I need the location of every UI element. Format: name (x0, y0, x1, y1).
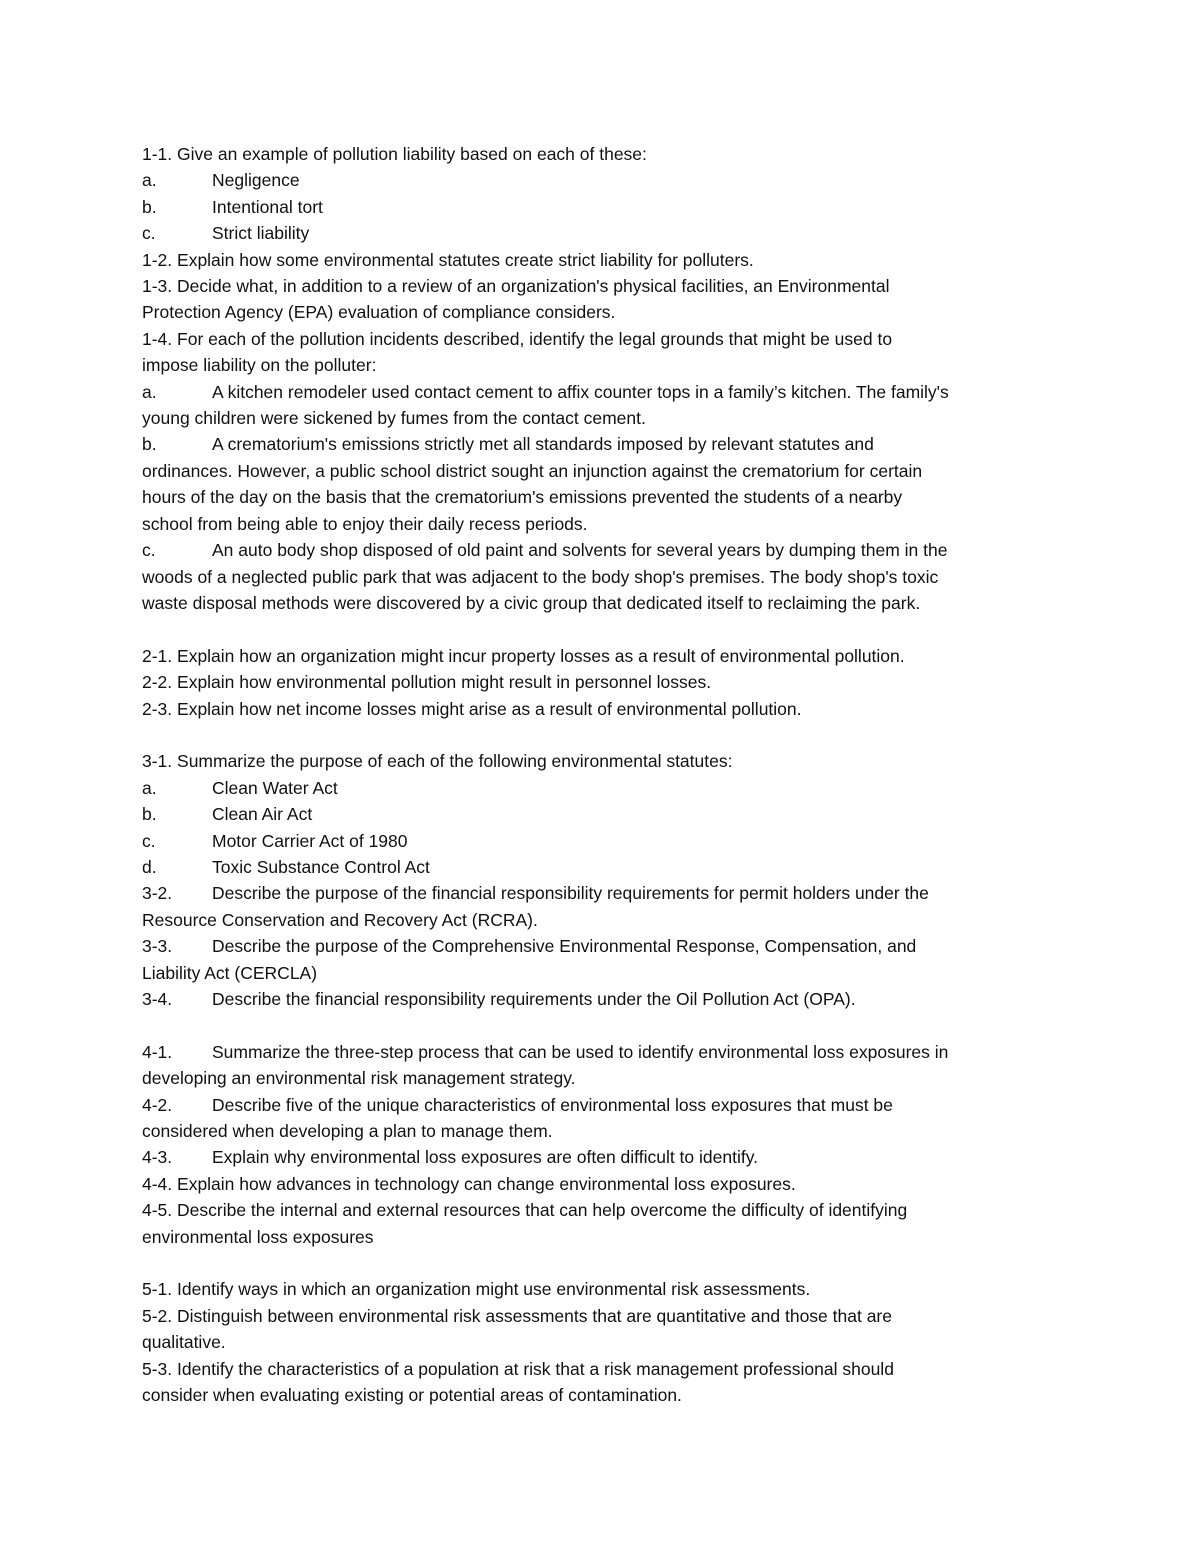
question-4-5-line-2: environmental loss exposures (142, 1226, 374, 1247)
list-item (142, 167, 1062, 193)
list-marker: a. (142, 381, 157, 402)
list-marker: c. (142, 830, 156, 851)
question-5-3-line-2: consider when evaluating existing or potential areas of contamination. (142, 1385, 682, 1406)
list-item (142, 854, 1062, 880)
list-marker: b. (142, 804, 157, 825)
question-5-2-line-2: qualitative. (142, 1332, 226, 1353)
question-4-1-line-1 (142, 1039, 1062, 1065)
question-1-4-line-2: impose liability on the polluter: (142, 355, 377, 376)
question-text: Summarize the three-step process that can be used to identify environmental loss exposures in (212, 1041, 949, 1062)
incident-a-text: A kitchen remodeler used contact cement to affix counter tops in a family’s kitchen. The family's (212, 381, 949, 402)
question-4-4: 4-4. Explain how advances in technology can change environmental loss exposures. (142, 1173, 796, 1194)
question-3-4-line-1 (142, 986, 1062, 1012)
question-number: 4-2. (142, 1094, 173, 1115)
question-4-2-line-1 (142, 1092, 1062, 1118)
list-item (142, 194, 1062, 220)
question-3-2-line-2: Resource Conservation and Recovery Act (RCRA). (142, 909, 538, 930)
list-text: Clean Air Act (212, 804, 313, 825)
question-text: Describe the financial responsibility requirements under the Oil Pollution Act (OPA). (212, 988, 856, 1009)
incident-c-line-3: waste disposal methods were discovered by a civic group that dedicated itself to reclaiming the park. (142, 592, 921, 613)
blank-line (142, 722, 1062, 748)
blank-line (142, 1012, 1062, 1038)
incident-b-line-2: ordinances. However, a public school district sought an injunction against the crematorium for certain (142, 460, 923, 481)
question-5-3-line-1: 5-3. Identify the characteristics of a population at risk that a risk management professional should (142, 1358, 894, 1379)
list-item (142, 775, 1062, 801)
list-marker: c. (142, 540, 156, 561)
question-3-3-line-2: Liability Act (CERCLA) (142, 962, 318, 983)
question-1-1: 1-1. Give an example of pollution liability based on each of these: (142, 144, 647, 164)
incident-a-line-1 (142, 379, 1062, 405)
question-text: Describe the purpose of the financial responsibility requirements for permit holders under the (212, 883, 929, 904)
list-text: Toxic Substance Control Act (212, 856, 430, 877)
list-marker: b. (142, 434, 157, 455)
question-3-1: 3-1. Summarize the purpose of each of the following environmental statutes: (142, 751, 733, 772)
list-marker: a. (142, 170, 157, 191)
list-text: Motor Carrier Act of 1980 (212, 830, 408, 851)
question-1-4-line-1: 1-4. For each of the pollution incidents described, identify the legal grounds that might be used to (142, 328, 893, 349)
question-number: 3-4. (142, 988, 173, 1009)
question-number: 4-3. (142, 1147, 173, 1168)
question-2-1: 2-1. Explain how an organization might incur property losses as a result of environmental pollution. (142, 645, 905, 666)
list-marker: a. (142, 777, 157, 798)
incident-c-text: An auto body shop disposed of old paint and solvents for several years by dumping them in the (212, 540, 948, 561)
question-1-2: 1-2. Explain how some environmental statutes create strict liability for polluters. (142, 249, 754, 270)
list-text: Intentional tort (212, 196, 323, 217)
question-4-1-line-2: developing an environmental risk management strategy. (142, 1068, 576, 1089)
list-text: Clean Water Act (212, 777, 338, 798)
incident-a-line-2: young children were sickened by fumes from the contact cement. (142, 408, 646, 429)
question-4-2-line-2: considered when developing a plan to manage them. (142, 1120, 553, 1141)
incident-b-line-1 (142, 431, 1062, 457)
question-3-3-line-1 (142, 933, 1062, 959)
question-text: Describe the purpose of the Comprehensive Environmental Response, Compensation, and (212, 936, 917, 957)
list-item (142, 220, 1062, 246)
list-marker: d. (142, 856, 157, 877)
question-1-3-line-1: 1-3. Decide what, in addition to a review of an organization's physical facilities, an Environmental (142, 276, 890, 297)
blank-line (142, 1250, 1062, 1276)
question-text: Explain why environmental loss exposures are often difficult to identify. (212, 1147, 759, 1168)
question-5-2-line-1: 5-2. Distinguish between environmental risk assessments that are quantitative and those that are (142, 1305, 892, 1326)
question-number: 3-3. (142, 936, 173, 957)
question-3-2-line-1 (142, 880, 1062, 906)
question-4-5-line-1: 4-5. Describe the internal and external resources that can help overcome the difficulty of identifying (142, 1200, 908, 1221)
incident-b-line-3: hours of the day on the basis that the crematorium's emissions prevented the students of a nearby (142, 487, 903, 508)
incident-c-line-2: woods of a neglected public park that was adjacent to the body shop's premises. The body shop's toxic (142, 566, 939, 587)
question-1-3-line-2: Protection Agency (EPA) evaluation of compliance considers. (142, 302, 616, 323)
list-text: Negligence (212, 170, 300, 191)
question-number: 3-2. (142, 883, 173, 904)
list-item (142, 828, 1062, 854)
incident-c-line-1 (142, 537, 1062, 563)
question-2-2: 2-2. Explain how environmental pollution might result in personnel losses. (142, 672, 712, 693)
document-body (142, 141, 1062, 1408)
list-marker: c. (142, 223, 156, 244)
list-marker: b. (142, 196, 157, 217)
incident-b-line-4: school from being able to enjoy their daily recess periods. (142, 513, 588, 534)
question-2-3: 2-3. Explain how net income losses might arise as a result of environmental pollution. (142, 698, 802, 719)
list-text: Strict liability (212, 223, 310, 244)
question-text: Describe five of the unique characteristics of environmental loss exposures that must be (212, 1094, 893, 1115)
blank-line (142, 616, 1062, 642)
incident-b-text: A crematorium's emissions strictly met all standards imposed by relevant statutes and (212, 434, 874, 455)
question-number: 4-1. (142, 1041, 173, 1062)
question-4-3-line-1 (142, 1144, 1062, 1170)
question-5-1: 5-1. Identify ways in which an organization might use environmental risk assessments. (142, 1279, 811, 1300)
list-item (142, 801, 1062, 827)
